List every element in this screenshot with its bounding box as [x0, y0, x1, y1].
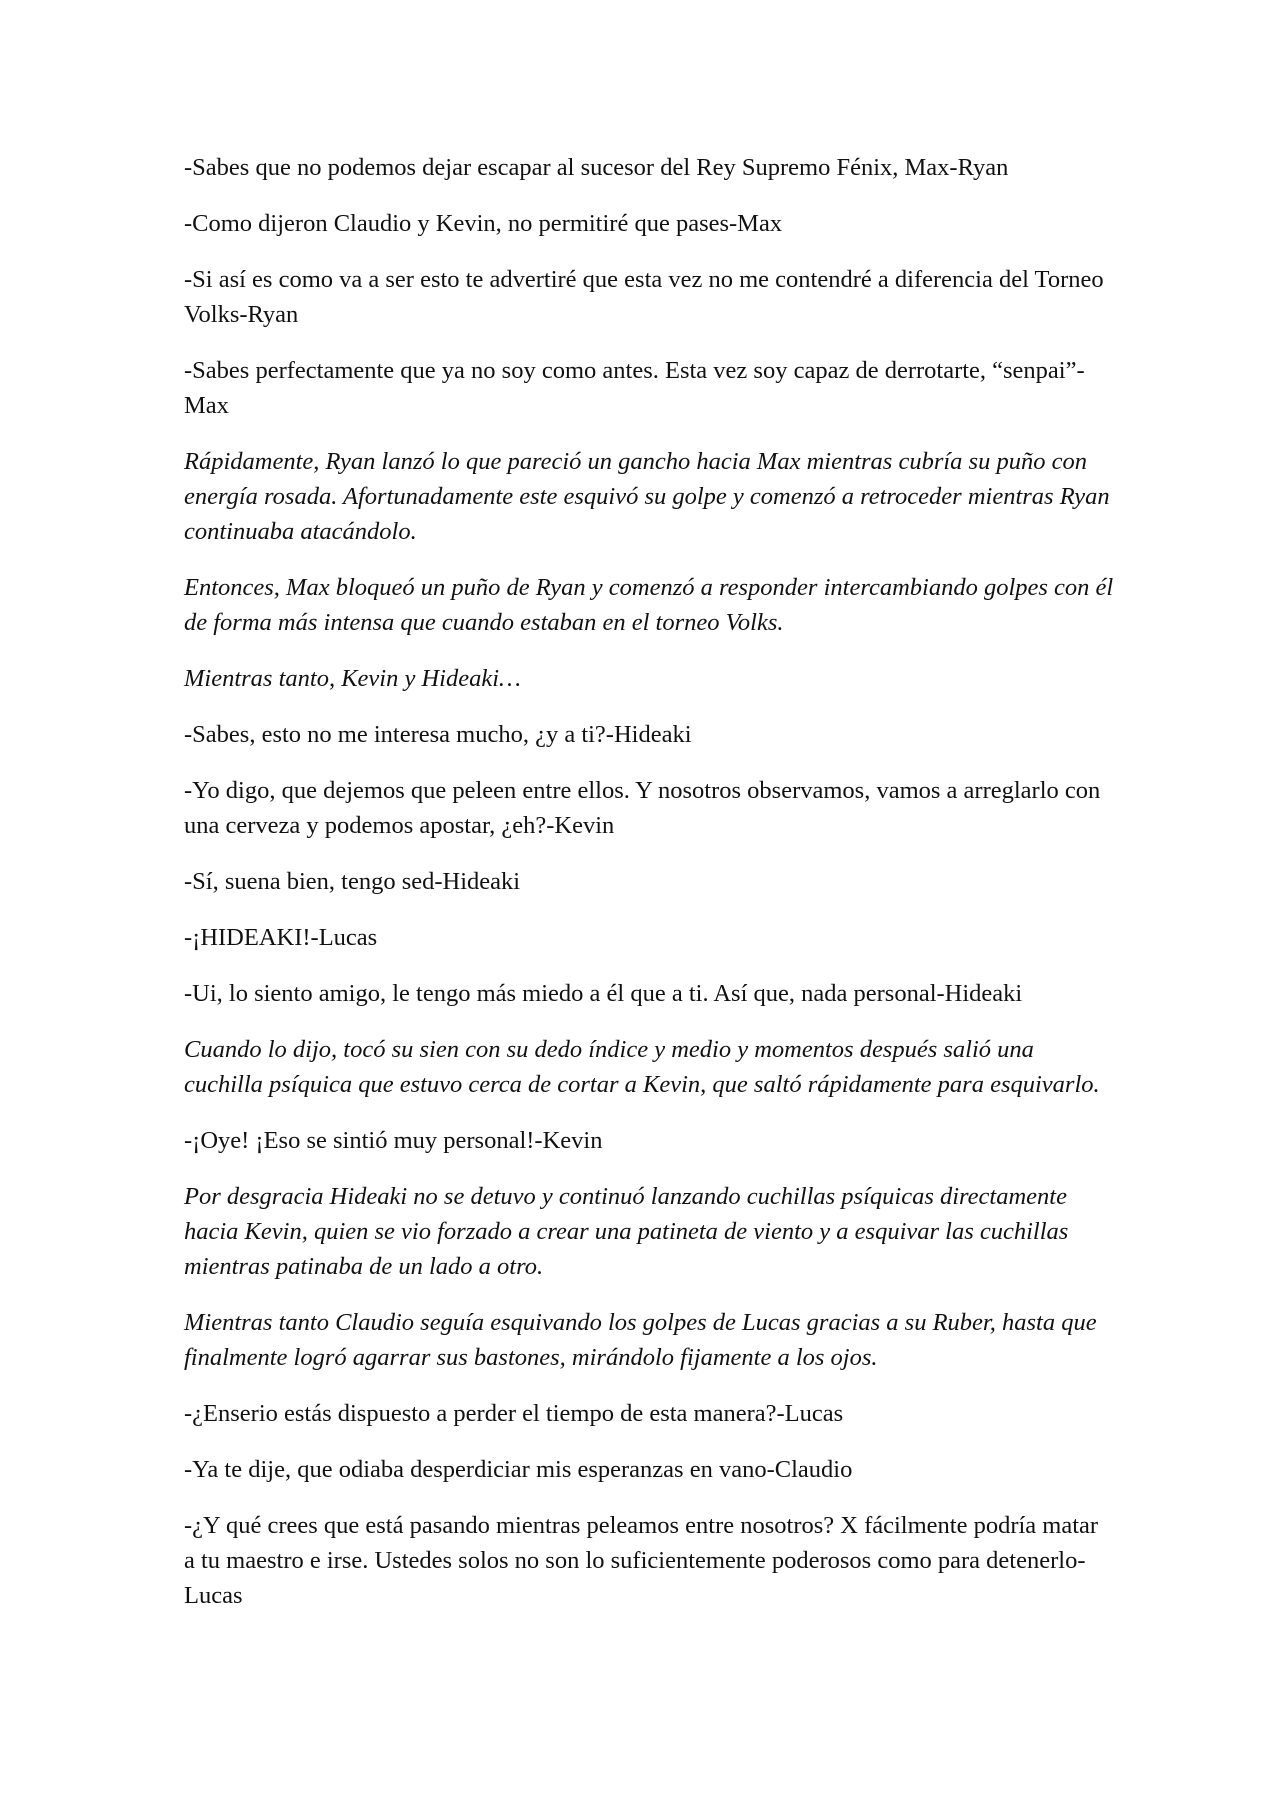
narration-paragraph: Por desgracia Hideaki no se detuvo y continuó lanzando cuchillas psíquicas directamente hacia Kevin, quien se vio forzado a crear una patineta de viento y a esquivar las cuchillas mientras patinaba de un lado a otro. — [184, 1183, 1069, 1280]
paragraph: -Sí, suena bien, tengo sed-Hideaki — [184, 868, 521, 895]
paragraph: -¡HIDEAKI!-Lucas — [184, 924, 378, 951]
paragraph: -Sabes que no podemos dejar escapar al sucesor del Rey Supremo Fénix, Max-Ryan — [184, 154, 1009, 181]
paragraph: -Ui, lo siento amigo, le tengo más miedo a él que a ti. Así que, nada personal-Hideaki — [184, 980, 1023, 1007]
paragraph: -Sabes perfectamente que ya no soy como antes. Esta vez soy capaz de derrotarte, “senpai”-Max — [184, 357, 1085, 419]
paragraph: -¡Oye! ¡Eso se sintió muy personal!-Kevin — [184, 1127, 603, 1154]
paragraph: -¿Y qué crees que está pasando mientras peleamos entre nosotros? X fácilmente podría matar a tu maestro e irse. Ustedes solos no son lo suficientemente poderosos como para detenerlo-Lucas — [184, 1512, 1099, 1609]
narration-paragraph: Entonces, Max bloqueó un puño de Ryan y comenzó a responder intercambiando golpes con él de forma más intensa que cuando estaban en el torneo Volks. — [184, 574, 1114, 636]
paragraph: -Si así es como va a ser esto te advertiré que esta vez no me contendré a diferencia del Torneo Volks-Ryan — [184, 266, 1104, 328]
narration-paragraph: Cuando lo dijo, tocó su sien con su dedo índice y medio y momentos después salió una cuchilla psíquica que estuvo cerca de cortar a Kevin, que saltó rápidamente para esquivarlo. — [184, 1036, 1100, 1098]
paragraph: -¿Enserio estás dispuesto a perder el tiempo de esta manera?-Lucas — [184, 1400, 844, 1427]
narration-paragraph: Mientras tanto Claudio seguía esquivando los golpes de Lucas gracias a su Ruber, hasta que finalmente logró agarrar sus bastones, mirándolo fijamente a los ojos. — [184, 1309, 1097, 1371]
text-column — [184, 150, 1114, 1634]
narration-paragraph: Rápidamente, Ryan lanzó lo que pareció un gancho hacia Max mientras cubría su puño con energía rosada. Afortunadamente este esquivó su golpe y comenzó a retroceder mientras Ryan continuaba atacándolo. — [184, 448, 1110, 545]
paragraph: -Yo digo, que dejemos que peleen entre ellos. Y nosotros observamos, vamos a arreglarlo con una cerveza y podemos apostar, ¿eh?-Kevin — [184, 777, 1101, 839]
paragraph: -Como dijeron Claudio y Kevin, no permitiré que pases-Max — [184, 210, 783, 237]
narration-paragraph: Mientras tanto, Kevin y Hideaki… — [184, 665, 521, 692]
paragraph: -Ya te dije, que odiaba desperdiciar mis esperanzas en vano-Claudio — [184, 1456, 853, 1483]
paragraph: -Sabes, esto no me interesa mucho, ¿y a ti?-Hideaki — [184, 721, 692, 748]
